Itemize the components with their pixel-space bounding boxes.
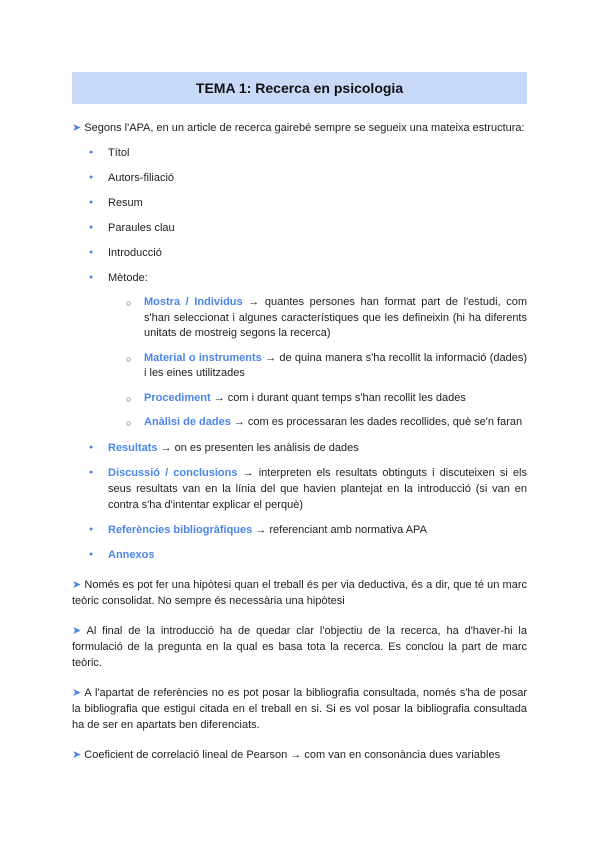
term: Procediment [144,391,211,404]
note-paragraph [72,685,527,733]
structure-list [72,145,527,563]
intro-paragraph [72,120,527,136]
list-item [72,145,527,161]
list-item [72,522,527,538]
arrow-icon: ➤ [72,624,82,637]
list-item [72,195,527,211]
definition: → referenciant amb normativa APA [252,523,427,536]
list-item [72,270,527,431]
page-title: TEMA 1: Recerca en psicologia [195,80,404,96]
intro-text: Segons l'APA, en un article de recerca gairebé sempre se segueix una mateixa estructura: [84,122,525,134]
term: Resultats [108,441,158,454]
title-banner [72,72,527,104]
arrow-icon: ➤ [72,122,82,134]
note-text: Coeficient de correlació lineal de Pearson → com van en consonància dues variables [84,748,501,761]
list-item [72,440,527,456]
term: Anàlisi de dades [144,416,231,428]
note-text: A l'apartat de referències no es pot posar la bibliografia consultada, només s'ha de posar la bibliografia que estigui citada en el treball en si. Si es vol posar la bibliografia consultada ha de ser en apartats ben diferenciats. [72,686,528,731]
list-item-text: Títol [108,147,130,159]
definition: → com es processaran les dades recollides, què se'n faran [230,416,523,428]
sublist-item [108,295,527,342]
note-text: Només es pot fer una hipòtesi quan el treball és per via deductiva, és a dir, que té un marc teòric consolidat. No sempre és necessària una hipòtesi [72,578,527,607]
term: Discussió / conclusions [108,466,238,479]
list-item-text: Resum [108,197,143,209]
sublist-item [108,415,527,431]
list-item [72,465,527,513]
arrow-icon: ➤ [72,578,82,591]
arrow-icon: ➤ [72,748,82,761]
definition: → quantes persones han format part de l'estudi, com s'han seleccionat i algunes característiques que les defineixin (hi ha diferents unitats de mostreig segons la recerca) [144,296,527,339]
term: Material o instruments [144,351,262,364]
arrow-icon: ➤ [72,686,82,699]
term: Referències bibliogràfiques [108,523,253,536]
list-item [72,245,527,261]
list-item-text: Introducció [108,247,162,259]
list-item [72,220,527,236]
document-page [72,72,527,763]
list-item-text: Autors-filiació [108,172,175,184]
definition: → de quina manera s'ha recollit la informació (dades) i les eines utilitzades [144,351,527,379]
list-item-text: Mètode: [108,272,148,284]
definition: → com i durant quant temps s'han recollit les dades [210,391,466,404]
definition: → on es presenten les anàlisis de dades [157,441,359,454]
note-paragraph [72,623,527,671]
note-text: Al final de la introducció ha de quedar clar l'objectiu de la recerca, ha d'haver-hi la formulació de la pregunta en la qual es basa tota la recerca. Es conclou la part de marc teòric. [72,624,527,669]
definition: → interpreten els resultats obtinguts i discuteixen si els seus resultats van en la línia del que havien plantejat en la introducció (si van en contra s'ha d'intentar explicar el perquè) [108,466,527,511]
note-paragraph [72,747,527,763]
sublist-item [108,391,527,407]
list-item [72,170,527,186]
term: Mostra / Individus [144,296,243,308]
method-sublist [108,295,527,431]
list-item [72,547,527,563]
note-paragraph [72,577,527,609]
term: Annexos [108,548,155,561]
sublist-item [108,351,527,382]
list-item-text: Paraules clau [108,222,175,234]
